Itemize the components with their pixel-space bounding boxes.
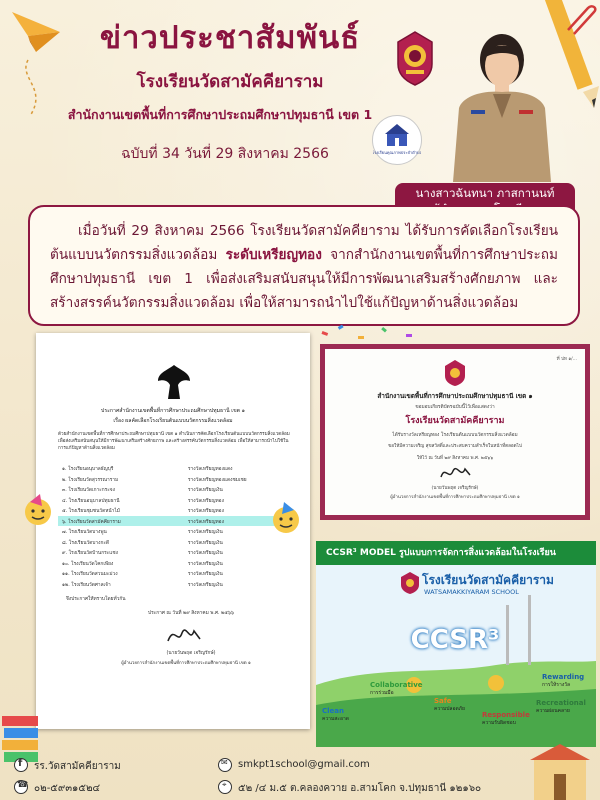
certificate-given: ขอมอบเกียรติบัตรฉบับนี้ไว้เพื่อแสดงว่า [415,405,495,410]
news-text-part2: จากสำนักงานเขตพื้นที่การศึกษาประถมศึกษาปทุมธานี เขต 1 เพื่อส่งเสริมสนับสนุนให้มีการพัฒนาเสริมสร้างศักยภาพ และสร้างสรรค์นวัตกรรมสิ่งแวดล้อม เพื่อให้สามารถนำไปใช้แก้ปัญหาด้านสิ่งแวดล้อม [50,247,558,311]
model-item-recreational [536,699,594,715]
document-row-school: ๒. โรงเรียนวัดสุวรรณาราม [62,477,119,483]
document-closing: จึงประกาศให้ทราบโดยทั่วกัน [66,597,126,602]
director-photo [443,22,561,182]
model-item-en: Rewarding [542,673,585,681]
model-item-en: Clean [322,707,344,715]
document-row-level: รางวัลเหรียญทอง [188,509,224,514]
page-title: ข่าวประชาสัมพันธ์ [99,20,361,56]
model-item-clean [322,707,372,723]
document-body: ด้วยสำนักงานเขตพื้นที่การศึกษาประถมศึกษาปทุมธานี เขต ๑ ดำเนินการคัดเลือกโรงเรียนต้นแบบนวัตกรรมสิ่งแวดล้อม เพื่อส่งเสริมสนับสนุนให้มีการพัฒนาเสริมสร้างศักยภาพ และสร้างสรรค์นวัตกรรมสิ่งแวดล้อม เพื่อให้สามารถนำไปใช้ในการแก้ปัญหาด้านสิ่งแวดล้อม [58,432,290,451]
document-result-row [58,484,290,495]
document-row-level: รางวัลเหรียญเงิน [188,488,223,493]
location-icon: ⌖ [218,780,232,794]
signature-icon [164,623,204,647]
document-row-school: ๑๐. โรงเรียนวัดโคกเพียง [62,561,114,567]
model-center-text: CCSR³ [410,625,500,655]
issue-line: ฉบับที่ 34 วันที่ 29 สิงหาคม 2566 [121,146,329,162]
model-school-en: WATSAMAKKIYARAM SCHOOL [424,588,519,596]
certificate-office: สำนักงานเขตพื้นที่การศึกษาประถมศึกษาปทุมธานี เขต ๑ [377,392,533,400]
model-item-th: ความสะอาด [322,716,350,722]
model-item-en: Safe [434,697,452,705]
document-signer-title: ผู้อำนวยการสำนักงานเขตพื้นที่การศึกษาประถมศึกษาปทุมธานี เขต ๑ [121,661,251,666]
footer-address: ๕๒ /๔ ม.๕ ต.คลองควาย อ.สามโคก จ.ปทุมธานี ๑๒๑๖๐ [238,783,482,794]
ccsr3-model-panel [316,541,596,747]
news-text-part1: เมื่อวันที่ 29 สิงหาคม 2566 โรงเรียนวัดสามัคคียาราม ได้รับการคัดเลือกโรงเรียนต้นแบบนวัตกรรมสิ่งแวดล้อม [50,223,558,263]
school-emblem-icon [392,30,438,86]
document-row-level: รางวัลเหรียญเงิน [188,561,223,567]
certificate-signer-title: ผู้อำนวยการสำนักงานเขตพื้นที่การศึกษาประถมศึกษาปทุมธานี เขต ๑ [390,495,520,500]
footer-email[interactable]: smkpt1school@gmail.com [238,759,370,770]
model-item-th: การให้รางวัล [542,682,571,688]
document-row-school: ๖. โรงเรียนวัดสามัคคียาราม [62,519,121,525]
model-item-th: การร่วมมือ [370,690,394,696]
document-result-row [58,474,290,485]
document-result-list [58,463,290,589]
email-icon: ✉ [218,758,232,772]
quality-school-logo [372,115,422,165]
model-item-responsible [482,711,540,727]
facebook-icon: f [14,758,28,772]
model-item-rewarding [542,673,594,689]
document-row-level: รางวัลเหรียญเงิน [188,572,223,577]
certificate-school: โรงเรียนวัดสามัคคียาราม [405,416,505,426]
certificate-wish: ขอให้มีความเจริญ สุขสวัสดิ์และประสบความสำเร็จในหน้าที่ตลอดไป [388,444,522,449]
document-row-school: ๑. โรงเรียนอนุบาลธัญบุรี [62,467,114,472]
certificate-emblem-icon [443,359,467,387]
footer [0,752,600,800]
footer-facebook[interactable]: รร.วัดสามัคคียาราม [34,761,121,772]
document-result-row [58,495,290,506]
news-text-box [28,205,580,326]
document-result-row [58,558,290,569]
document-row-school: ๓. โรงเรียนวัดเกาะกระจง [62,488,115,493]
certificate-signer: (นายวันพฤด เจริญรักษ์) [431,486,479,491]
confetti-icon [318,322,428,346]
document-row-level: รางวัลเหรียญทองแดง [188,467,233,472]
footer-phone[interactable]: ๐๒-๕๙๓๑๕๒๔ [34,783,101,794]
paper-plane-icon [6,2,66,62]
model-item-en: Recreational [536,699,586,707]
news-highlight: ระดับเหรียญทอง [225,247,322,263]
document-row-level: รางวัลเหรียญเงิน [188,540,223,546]
document-result-row [58,463,290,474]
certificate-frame [320,344,590,520]
document-row-level: รางวัลเหรียญทอง [188,498,224,504]
school-name: โรงเรียนวัดสามัคคียาราม [136,72,324,92]
model-item-en: Collaborative [370,681,423,689]
certificate-date: ให้ไว้ ณ วันที่ ๒๙ สิงหาคม พ.ศ. ๒๕๖๖ [416,456,494,461]
model-item-collaborative [370,681,432,697]
certificate [325,349,585,515]
document-row-school: ๕. โรงเรียนชุมชนวัดหน้าไม้ [62,509,120,514]
model-emblem-icon [400,571,420,595]
model-school-th: โรงเรียนวัดสามัคคียาราม [422,573,554,587]
paperclip-icon [560,0,600,40]
document-row-level: รางวัลเหรียญทอง [188,519,224,525]
document-signer: (นายวันพฤด เจริญรักษ์) [166,651,216,656]
model-header: CCSR³ MODEL รูปแบบการจัดการสิ่งแวดล้อมในโรงเรียน [316,541,596,565]
certificate-number: ที่ ปท ๑/... [556,357,577,362]
document-result-row [58,568,290,579]
document-heading1: ประกาศสำนักงานเขตพื้นที่การศึกษาประถมศึกษาปทุมธานี เขต ๑ [101,408,245,414]
document-row-level: รางวัลเหรียญเงิน [188,582,223,588]
office-name: สำนักงานเขตพื้นที่การศึกษาประถมศึกษาปทุมธานี เขต 1 [67,107,373,122]
certificate-signature-icon [437,463,473,483]
document-row-school: ๑๑. โรงเรียนวัดสวนมะม่วง [62,572,118,577]
document-result-row [58,505,290,516]
document-result-row [58,526,290,537]
document-result-row [58,547,290,558]
document-date: ประกาศ ณ วันที่ ๒๙ สิงหาคม พ.ศ. ๒๕๖๖ [148,611,234,616]
document-result-row [58,537,290,548]
document-row-school: ๔. โรงเรียนอนุบาลปทุมธานี [62,498,120,504]
party-face-left-icon [20,492,56,528]
document-heading2: เรื่อง ผลคัดเลือกโรงเรียนต้นแบบนวัตกรรมสิ่งแวดล้อม [113,418,233,424]
certificate-award: ได้รับรางวัลเหรียญทอง โรงเรียนต้นแบบนวัตกรรมสิ่งแวดล้อม [392,433,518,438]
document-row-level: รางวัลเหรียญทองแดงชมเชย [188,477,247,483]
document-result-row [58,579,290,590]
document-row-school: ๘. โรงเรียนวัดบางกะดี [62,540,110,546]
document-row-level: รางวัลเหรียญเงิน [188,530,223,535]
document-row-school: ๗. โรงเรียนวัดบางพูน [62,530,107,535]
model-item-th: ความปลอดภัย [434,706,465,712]
document-row-school: ๑๒. โรงเรียนวัดศาลเจ้า [62,582,111,588]
phone-icon: ☎ [14,780,28,794]
document-row-level: รางวัลเหรียญเงิน [188,551,223,556]
model-item-th: ความรับผิดชอบ [482,720,516,726]
model-item-en: Responsible [482,711,530,719]
garuda-emblem-icon [156,363,192,401]
model-item-safe [434,697,484,713]
document-result-row [58,516,290,527]
school-building-icon [373,116,421,164]
party-face-right-icon [268,500,304,536]
model-item-th: ความผ่อนคลาย [536,708,570,714]
document-row-school: ๙. โรงเรียนวัดบ้านกระแชง [62,551,118,556]
logo2-text: โรงเรียนคุณภาพประจำตำบล [373,150,421,155]
director-name: นางสาวฉันทนา ภาสกานนท์ [415,186,555,200]
